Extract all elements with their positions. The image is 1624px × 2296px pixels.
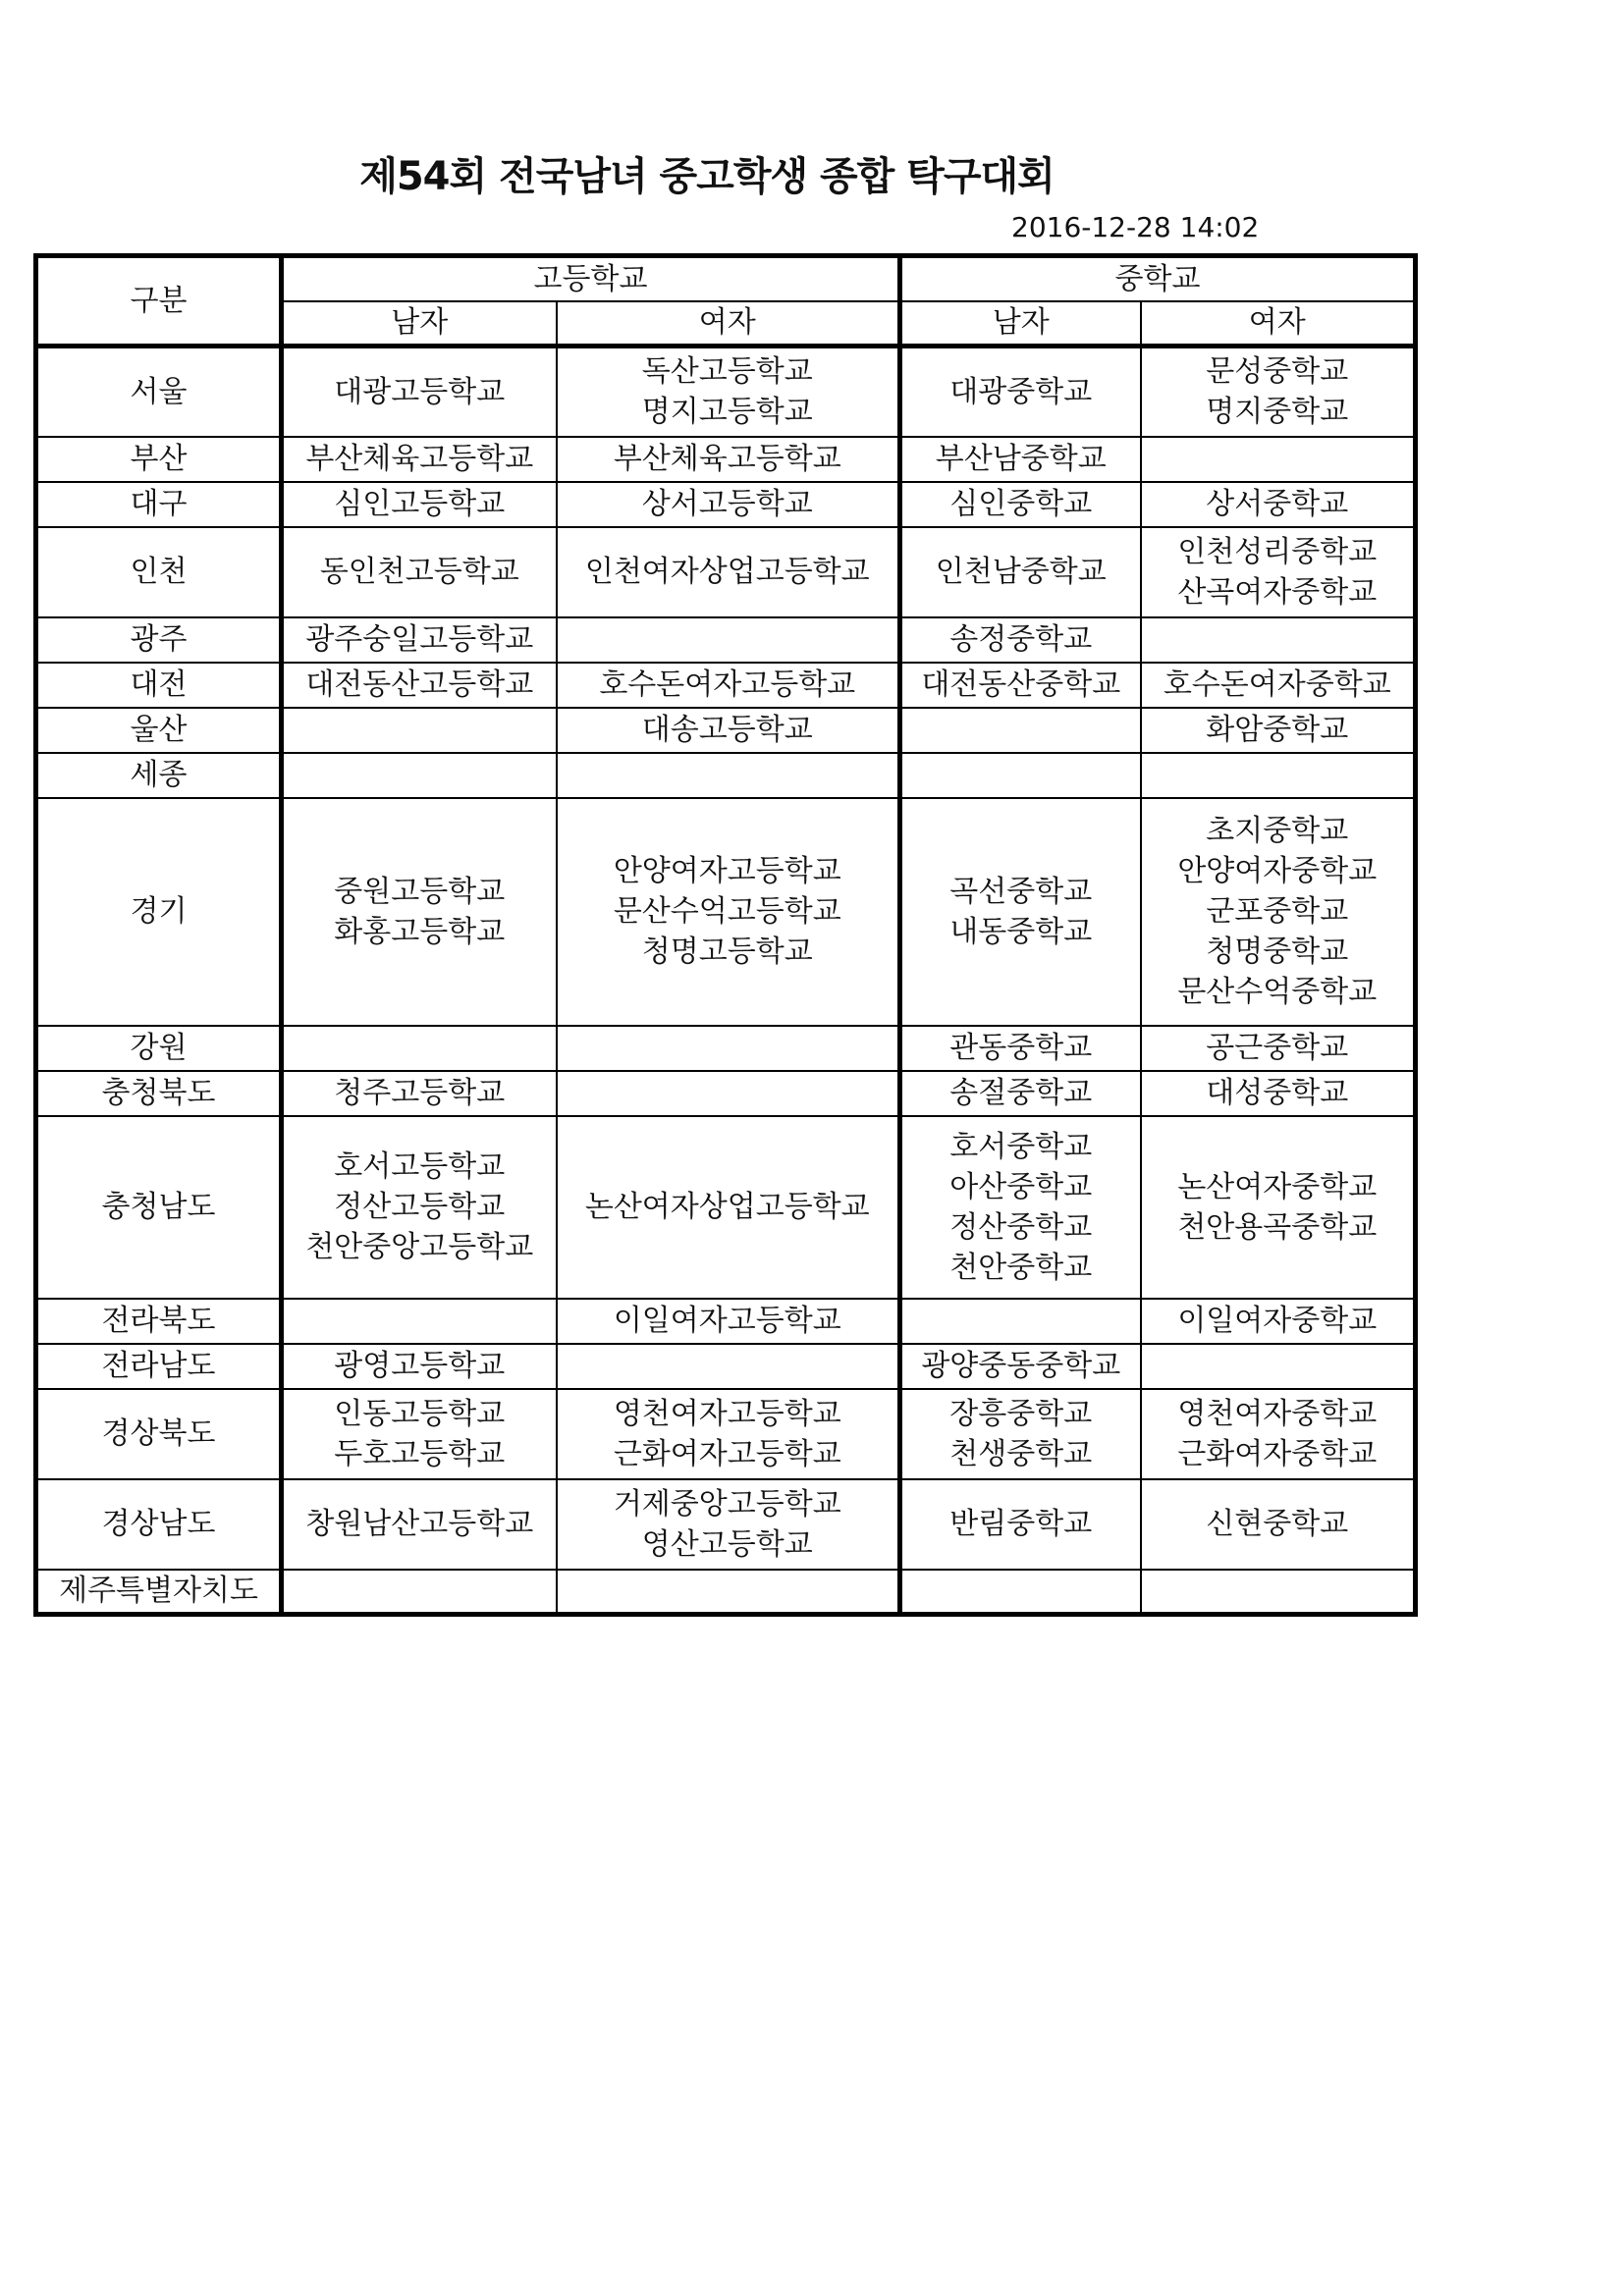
cell-text: 송정중학교 xyxy=(949,622,1093,657)
hs-male-cell xyxy=(282,753,557,798)
hs-female-cell xyxy=(557,1570,900,1615)
region-cell xyxy=(36,708,282,753)
table-row xyxy=(36,1116,1416,1299)
cell-text: 부산체육고등학교 xyxy=(305,442,534,476)
hs-male-cell xyxy=(282,1479,557,1570)
cell-text: 인천성리중학교 xyxy=(1177,534,1378,569)
cell-text: 인천남중학교 xyxy=(935,555,1107,589)
ms-female-cell xyxy=(1141,527,1416,617)
table-row xyxy=(36,617,1416,663)
cell-text: 호수돈여자중학교 xyxy=(1163,667,1391,702)
table-row xyxy=(36,1299,1416,1344)
hs-male-cell xyxy=(282,708,557,753)
hs-female-cell xyxy=(557,1389,900,1479)
cell-text: 정산고등학교 xyxy=(334,1190,506,1224)
hs-female-cell xyxy=(557,798,900,1026)
cell-text: 천안중앙고등학교 xyxy=(305,1230,534,1264)
cell-text: 경기 xyxy=(130,894,188,929)
hs-female-cell xyxy=(557,1344,900,1389)
cell-text: 군포중학교 xyxy=(1206,894,1349,929)
cell-text: 이일여자중학교 xyxy=(1177,1304,1378,1338)
hs-male-cell xyxy=(282,1344,557,1389)
cell-text: 이일여자고등학교 xyxy=(613,1304,841,1338)
cell-text: 울산 xyxy=(130,713,188,747)
cell-text: 청명중학교 xyxy=(1206,934,1349,969)
ms-female-cell xyxy=(1141,1071,1416,1116)
table-row xyxy=(36,708,1416,753)
cell-text: 광영고등학교 xyxy=(334,1349,506,1383)
ms-male-cell xyxy=(900,1479,1141,1570)
cell-text: 천안중학교 xyxy=(949,1250,1093,1285)
ms-male-cell xyxy=(900,527,1141,617)
cell-text: 광주숭일고등학교 xyxy=(305,622,534,657)
hs-male-cell xyxy=(282,1071,557,1116)
ms-female-cell xyxy=(1141,1344,1416,1389)
ms-male-cell xyxy=(900,1299,1141,1344)
region-cell xyxy=(36,1479,282,1570)
ms-female-cell xyxy=(1141,1479,1416,1570)
hs-male-cell xyxy=(282,437,557,482)
header-category: 구분 xyxy=(36,256,282,347)
region-cell xyxy=(36,1344,282,1389)
cell-text: 대전동산중학교 xyxy=(921,667,1121,702)
region-cell xyxy=(36,617,282,663)
ms-female-cell xyxy=(1141,347,1416,437)
ms-male-cell xyxy=(900,663,1141,708)
cell-text: 충청북도 xyxy=(101,1076,216,1110)
hs-female-cell xyxy=(557,1299,900,1344)
ms-male-cell xyxy=(900,617,1141,663)
ms-female-cell xyxy=(1141,753,1416,798)
ms-female-cell xyxy=(1141,1389,1416,1479)
ms-female-cell xyxy=(1141,1026,1416,1071)
cell-text: 대광고등학교 xyxy=(334,374,506,409)
cell-text: 상서중학교 xyxy=(1206,487,1349,521)
cell-text: 명지중학교 xyxy=(1206,395,1349,430)
table-row xyxy=(36,482,1416,527)
cell-text: 호서고등학교 xyxy=(334,1149,506,1184)
ms-male-cell xyxy=(900,753,1141,798)
cell-text: 내동중학교 xyxy=(949,914,1093,949)
ms-male-cell xyxy=(900,1071,1141,1116)
hs-female-cell xyxy=(557,1479,900,1570)
region-cell xyxy=(36,482,282,527)
cell-text: 광주 xyxy=(130,622,188,657)
table-row xyxy=(36,663,1416,708)
hs-female-cell xyxy=(557,437,900,482)
cell-text: 장흥중학교 xyxy=(949,1396,1093,1431)
cell-text: 곡선중학교 xyxy=(949,874,1093,909)
hs-male-cell xyxy=(282,482,557,527)
table-body xyxy=(36,347,1416,1615)
cell-text: 인동고등학교 xyxy=(334,1396,506,1431)
cell-text: 관동중학교 xyxy=(949,1031,1093,1065)
cell-text: 논산여자중학교 xyxy=(1177,1169,1378,1204)
table-row xyxy=(36,1570,1416,1615)
cell-text: 전라남도 xyxy=(101,1349,216,1383)
hs-male-cell xyxy=(282,1389,557,1479)
region-cell xyxy=(36,753,282,798)
hs-male-cell xyxy=(282,1026,557,1071)
ms-female-cell xyxy=(1141,437,1416,482)
hs-male-cell xyxy=(282,1116,557,1299)
cell-text: 부산체육고등학교 xyxy=(613,442,841,476)
cell-text: 호서중학교 xyxy=(949,1129,1093,1164)
ms-female-cell xyxy=(1141,708,1416,753)
cell-text: 인천여자상업고등학교 xyxy=(584,555,870,589)
hs-male-cell xyxy=(282,1570,557,1615)
cell-text: 대전동산고등학교 xyxy=(305,667,534,702)
schedule-table xyxy=(33,253,1418,1617)
ms-male-cell xyxy=(900,1026,1141,1071)
region-cell xyxy=(36,1299,282,1344)
cell-text: 영산고등학교 xyxy=(641,1526,813,1562)
cell-text: 부산 xyxy=(130,442,188,476)
ms-male-cell xyxy=(900,1570,1141,1615)
cell-text: 동인천고등학교 xyxy=(319,555,519,589)
ms-male-cell xyxy=(900,347,1141,437)
ms-female-cell xyxy=(1141,1116,1416,1299)
cell-text: 부산남중학교 xyxy=(935,442,1107,476)
ms-male-cell xyxy=(900,482,1141,527)
ms-female-cell xyxy=(1141,617,1416,663)
cell-text: 영천여자중학교 xyxy=(1177,1396,1378,1431)
ms-female-cell xyxy=(1141,1299,1416,1344)
table-row xyxy=(36,1071,1416,1116)
cell-text: 청주고등학교 xyxy=(334,1076,506,1110)
cell-text: 안양여자고등학교 xyxy=(613,854,841,888)
header-high-school: 고등학교 xyxy=(282,256,900,301)
cell-text: 문산수억중학교 xyxy=(1177,975,1378,1009)
ms-female-cell xyxy=(1141,1570,1416,1615)
ms-male-cell xyxy=(900,1344,1141,1389)
cell-text: 거제중앙고등학교 xyxy=(613,1486,841,1522)
hs-male-cell xyxy=(282,347,557,437)
hs-female-cell xyxy=(557,347,900,437)
cell-text: 독산고등학교 xyxy=(641,354,813,390)
cell-text: 천생중학교 xyxy=(949,1436,1093,1471)
cell-text: 근화여자중학교 xyxy=(1177,1436,1378,1471)
cell-text: 심인고등학교 xyxy=(334,487,506,521)
ms-male-cell xyxy=(900,437,1141,482)
cell-text: 화암중학교 xyxy=(1206,713,1349,747)
cell-text: 광양중동중학교 xyxy=(921,1349,1121,1383)
region-cell xyxy=(36,1071,282,1116)
cell-text: 대성중학교 xyxy=(1206,1076,1349,1110)
table-row xyxy=(36,1389,1416,1479)
cell-text: 반림중학교 xyxy=(949,1507,1093,1541)
cell-text: 경상남도 xyxy=(101,1507,216,1541)
region-cell xyxy=(36,527,282,617)
region-cell xyxy=(36,1116,282,1299)
cell-text: 정산중학교 xyxy=(949,1209,1093,1245)
header-hs-female: 여자 xyxy=(557,301,900,347)
header-middle-school: 중학교 xyxy=(900,256,1416,301)
hs-female-cell xyxy=(557,482,900,527)
cell-text: 인천 xyxy=(130,555,188,589)
table-row xyxy=(36,347,1416,437)
cell-text: 신현중학교 xyxy=(1206,1507,1349,1541)
table-row xyxy=(36,798,1416,1026)
hs-female-cell xyxy=(557,1116,900,1299)
ms-male-cell xyxy=(900,708,1141,753)
ms-female-cell xyxy=(1141,663,1416,708)
timestamp: 2016-12-28 14:02 xyxy=(1011,211,1260,243)
table-row xyxy=(36,527,1416,617)
cell-text: 영천여자고등학교 xyxy=(613,1396,841,1431)
region-cell xyxy=(36,437,282,482)
cell-text: 안양여자중학교 xyxy=(1177,854,1378,888)
cell-text: 대송고등학교 xyxy=(641,713,813,747)
cell-text: 호수돈여자고등학교 xyxy=(599,667,856,702)
region-cell xyxy=(36,1026,282,1071)
ms-male-cell xyxy=(900,798,1141,1026)
cell-text: 경상북도 xyxy=(101,1416,216,1451)
cell-text: 강원 xyxy=(130,1031,188,1065)
region-cell xyxy=(36,347,282,437)
cell-text: 공근중학교 xyxy=(1206,1031,1349,1065)
cell-text: 논산여자상업고등학교 xyxy=(584,1190,870,1224)
region-cell xyxy=(36,798,282,1026)
table-row xyxy=(36,1479,1416,1570)
ms-male-cell xyxy=(900,1389,1141,1479)
ms-female-cell xyxy=(1141,798,1416,1026)
cell-text: 송절중학교 xyxy=(949,1076,1093,1110)
cell-text: 전라북도 xyxy=(101,1304,216,1338)
hs-male-cell xyxy=(282,663,557,708)
cell-text: 두호고등학교 xyxy=(334,1436,506,1471)
cell-text: 청명고등학교 xyxy=(641,934,813,969)
cell-text: 대광중학교 xyxy=(949,374,1093,409)
hs-female-cell xyxy=(557,663,900,708)
cell-text: 근화여자고등학교 xyxy=(613,1436,841,1471)
cell-text: 충청남도 xyxy=(101,1190,216,1224)
region-cell xyxy=(36,1389,282,1479)
hs-male-cell xyxy=(282,1299,557,1344)
hs-female-cell xyxy=(557,1026,900,1071)
cell-text: 문성중학교 xyxy=(1206,354,1349,390)
cell-text: 명지고등학교 xyxy=(641,395,813,430)
table-row xyxy=(36,437,1416,482)
cell-text: 대전 xyxy=(130,667,188,702)
region-cell xyxy=(36,663,282,708)
hs-male-cell xyxy=(282,527,557,617)
header-ms-female: 여자 xyxy=(1141,301,1416,347)
cell-text: 제주특별자치도 xyxy=(59,1574,258,1609)
header-hs-male: 남자 xyxy=(282,301,557,347)
table-row xyxy=(36,1344,1416,1389)
cell-text: 중원고등학교 xyxy=(334,874,506,909)
cell-text: 세종 xyxy=(130,758,188,792)
cell-text: 아산중학교 xyxy=(949,1169,1093,1204)
cell-text: 초지중학교 xyxy=(1206,814,1349,848)
hs-female-cell xyxy=(557,527,900,617)
cell-text: 문산수억고등학교 xyxy=(613,894,841,929)
hs-male-cell xyxy=(282,617,557,663)
table-row xyxy=(36,1026,1416,1071)
ms-male-cell xyxy=(900,1116,1141,1299)
hs-female-cell xyxy=(557,617,900,663)
cell-text: 산곡여자중학교 xyxy=(1177,574,1378,610)
cell-text: 천안용곡중학교 xyxy=(1177,1209,1378,1245)
region-cell xyxy=(36,1570,282,1615)
header-ms-male: 남자 xyxy=(900,301,1141,347)
ms-female-cell xyxy=(1141,482,1416,527)
page-title: 제54회 전국남녀 중고학생 종합 탁구대회 xyxy=(359,154,1055,199)
hs-male-cell xyxy=(282,798,557,1026)
cell-text: 서울 xyxy=(130,374,188,409)
hs-female-cell xyxy=(557,753,900,798)
hs-female-cell xyxy=(557,1071,900,1116)
cell-text: 심인중학교 xyxy=(949,487,1093,521)
cell-text: 상서고등학교 xyxy=(641,487,813,521)
cell-text: 화홍고등학교 xyxy=(334,914,506,949)
cell-text: 대구 xyxy=(130,487,188,521)
hs-female-cell xyxy=(557,708,900,753)
table-row xyxy=(36,753,1416,798)
cell-text: 창원남산고등학교 xyxy=(305,1507,534,1541)
